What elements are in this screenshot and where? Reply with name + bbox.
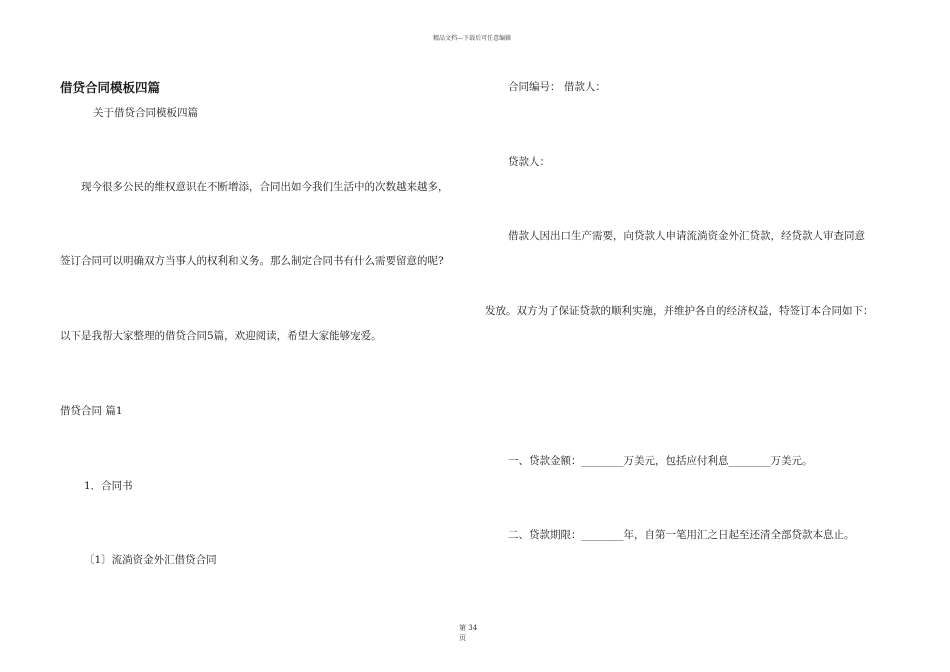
intro-paragraph-line-3: 以下是我帮大家整理的借贷合同5篇，欢迎阅读，希望大家能够宠爱。 — [60, 330, 382, 342]
page-number-suffix: 页 — [459, 634, 466, 642]
header-note: 精品文档---下载后可任意编辑 — [433, 35, 512, 42]
contract-number-borrower: 合同编号： 借款人： — [508, 81, 606, 93]
intro-paragraph-line-1: 现今很多公民的维权意识在不断增添，合同出如今我们生活中的次数越来越多， — [81, 181, 449, 193]
lender-label: 贷款人： — [508, 156, 550, 168]
page-number-prefix: 第 — [459, 624, 466, 632]
clause-loan-amount: 一、贷款金额：________万美元，包括应付利息________万美元。 — [508, 455, 813, 467]
intro-paragraph-line-2: 签订合同可以明确双方当事人的权利和义务。那么制定合同书有什么需要留意的呢? — [60, 255, 444, 267]
contract-paragraph-line-2: 发放。双方为了保证贷款的顺利实施，并维护各自的经济权益，特签订本合同如下： — [485, 305, 874, 317]
section-heading: 借贷合同 篇1 — [60, 405, 123, 417]
page-number-value: 34 — [468, 624, 478, 632]
page-number — [459, 624, 477, 632]
clause-loan-term: 二、贷款期限：________年，自第一笔用汇之日起至还清全部贷款本息止。 — [508, 529, 855, 541]
list-item-1-sub: 〔1〕流淌资金外汇借贷合同 — [84, 554, 217, 566]
contract-paragraph-line-1: 借款人因出口生产需要，向贷款人申请流淌资金外汇贷款，经贷款人审查同意 — [508, 230, 865, 242]
list-item-1: 1．合同书 — [84, 480, 133, 492]
document-title: 借贷合同模板四篇 — [60, 80, 161, 95]
document-subtitle: 关于借贷合同模板四篇 — [93, 107, 198, 119]
